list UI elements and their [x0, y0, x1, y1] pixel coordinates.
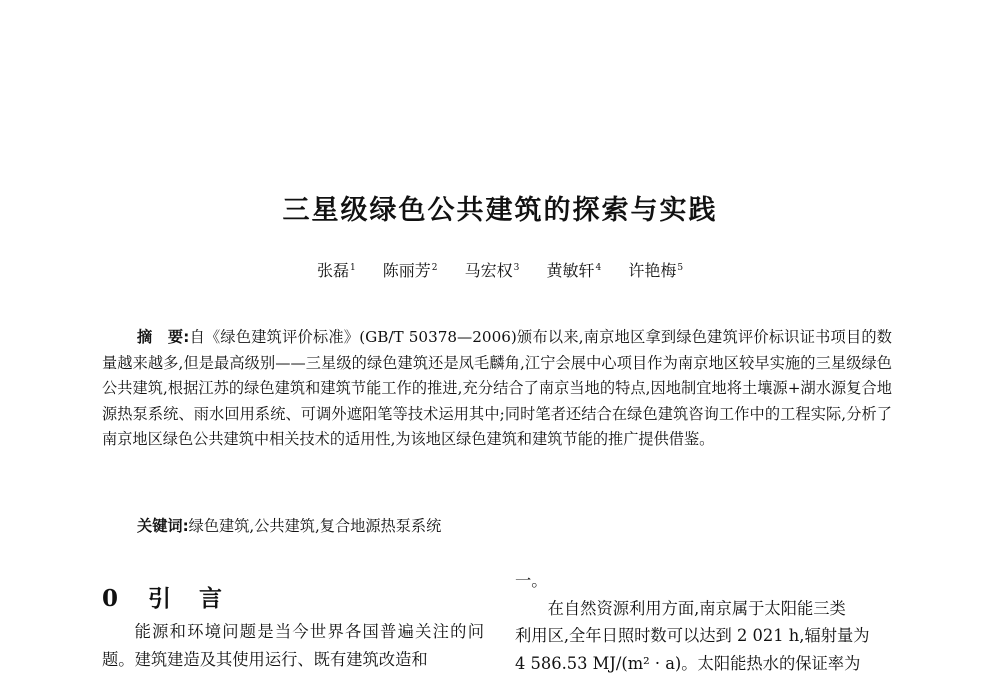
right-column: [515, 567, 895, 677]
body-paragraph-line: 4 586.53 MJ/(m² · a)。太阳能热水的保证率为: [515, 653, 861, 673]
section-heading: [102, 580, 484, 618]
author-name: 黄敏轩: [546, 261, 595, 280]
author: [628, 258, 683, 281]
abstract: [102, 325, 892, 453]
keywords: [137, 515, 897, 536]
left-column: [102, 580, 484, 673]
paragraph-fragment: 一。: [515, 571, 548, 590]
author: [383, 258, 438, 281]
author-name: 陈丽芳: [382, 261, 431, 280]
keywords-label: 关键词:: [137, 517, 189, 535]
author-affiliation-mark: 1: [349, 262, 356, 273]
body-paragraph: 能源和环境问题是当今世界各国普遍关注的问题。建筑建造及其使用运行、既有建筑改造和: [102, 622, 484, 669]
author-affiliation-mark: 5: [677, 262, 684, 273]
author-name: 张磊: [316, 261, 349, 280]
author: [465, 258, 520, 281]
section-heading-char: 言: [199, 585, 222, 612]
section-heading-char: 引: [148, 585, 171, 612]
author-name: 马宏权: [464, 261, 513, 280]
paper-title: 三星级绿色公共建筑的探索与实践: [282, 195, 718, 226]
abstract-label: 摘 要:: [137, 328, 190, 346]
author-name: 许艳梅: [628, 261, 677, 280]
author-affiliation-mark: 4: [595, 262, 602, 273]
keywords-text: 绿色建筑,公共建筑,复合地源热泵系统: [188, 517, 442, 535]
author-affiliation-mark: 2: [431, 262, 438, 273]
abstract-text: 自《绿色建筑评价标准》(GB/T 50378—2006)颁布以来,南京地区拿到绿色建筑评价标识证书项目的数量越来越多,但是最高级别——三星级的绿色建筑还是凤毛麟角,江宁会展中心项目作为南京地区较早实施的三星级绿色公共建筑,根据江苏的绿色建筑和建筑节能工作的推进,充分结合了南京当地的特点,因地制宜地将土壤源+湖水源复合地源热泵系统、雨水回用系统、可调外遮阳笔等技术运用其中;同时笔者还结合在绿色建筑咨询工作中的工程实际,分析了南京地区绿色公共建筑中相关技术的适用性,为该地区绿色建筑和建筑节能的推广提供借鉴。: [102, 328, 892, 448]
author: [317, 258, 356, 281]
section-number: 0: [102, 585, 119, 612]
body-paragraph-line: 利用区,全年日照时数可以达到 2 021 h,辐射量为: [515, 626, 870, 645]
author-list: [0, 258, 1000, 281]
author-affiliation-mark: 3: [513, 262, 520, 273]
body-paragraph-line: 在自然资源利用方面,南京属于太阳能三类: [547, 598, 846, 618]
author: [546, 258, 601, 281]
